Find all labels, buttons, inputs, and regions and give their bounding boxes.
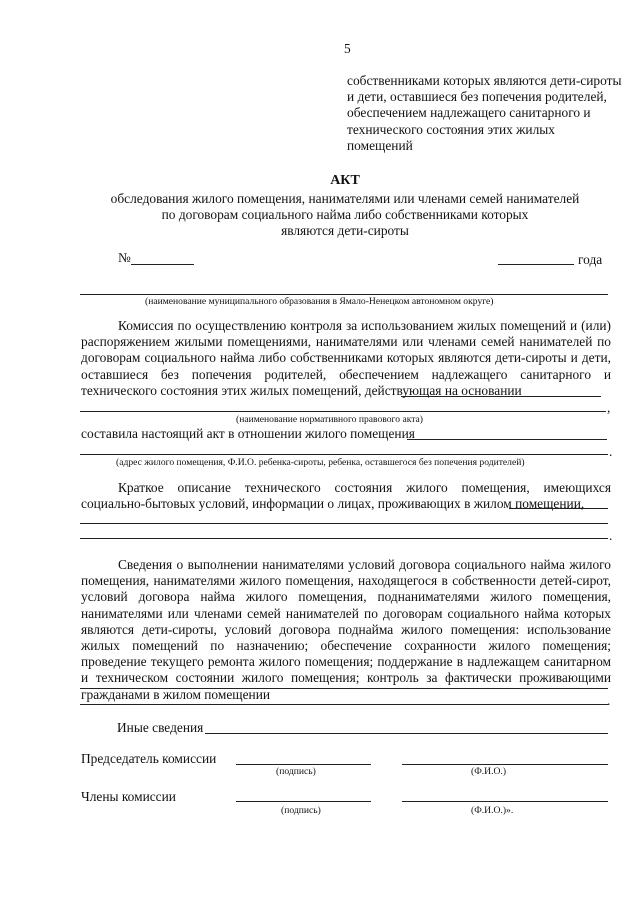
header-line: помещений <box>347 137 413 153</box>
document-title: АКТ <box>330 173 360 188</box>
info-period: . <box>607 693 611 708</box>
subtitle-line: являются дети-сироты <box>281 223 409 239</box>
info-text: Сведения о выполнении нанимателями условий договора социального найма жилого помещения, нанимателями жилого помещения, находящегося в собственности детей-сирот, условий договора найма жилого помещения, поднанимателями жилого помещения, нанимателями или членами семей нанимателей по договорам социального найма которых являются дети-сироты, условий договора поднайма жилого помещения: использование жилых помещений по назначению; обеспечение сохранности жилого помещения; проведение текущего ремонта жилого помещения; поддержание в надлежащем санитарном и техническом состоянии жилого помещения; контроль за фактически проживающими гражданами в жилом помещении <box>81 557 611 702</box>
header-line: и дети, оставшиеся без попечения родителей, <box>347 89 607 105</box>
other-info-label: Иные сведения <box>117 720 204 735</box>
basis-comma: , <box>607 400 611 415</box>
header-block <box>347 73 621 154</box>
premises-field[interactable] <box>80 454 608 455</box>
chairman-signature-field[interactable] <box>236 764 371 765</box>
chairman-signature-hint: (подпись) <box>276 766 316 777</box>
chairman-name-field[interactable] <box>402 764 608 765</box>
normative-act-hint: (наименование нормативного правового акта) <box>236 414 424 425</box>
description-field-1[interactable] <box>80 523 608 524</box>
document-subtitle <box>0 191 640 240</box>
header-line: технического состояния этих жилых <box>347 121 555 137</box>
member-signature-hint: (подпись) <box>281 805 321 816</box>
header-line: собственниками которых являются дети-сироты <box>347 73 622 88</box>
info-field-2[interactable] <box>80 704 608 705</box>
member-name-hint: (Ф.И.О.)». <box>471 805 514 816</box>
compiled-text: составила настоящий акт в отношении жилого помещения <box>81 426 415 441</box>
number-label: № <box>118 250 131 265</box>
subtitle-line: по договорам социального найма либо собственниками которых <box>161 207 529 223</box>
municipality-field[interactable] <box>80 294 608 295</box>
description-field-inline[interactable] <box>509 508 608 509</box>
chairman-name-hint: (Ф.И.О.) <box>471 766 507 777</box>
basis-field-inline[interactable] <box>401 396 601 397</box>
basis-field[interactable] <box>80 411 606 412</box>
address-hint: (адрес жилого помещения, Ф.И.О. ребенка-сироты, ребенка, оставшегося без попечения родителей) <box>116 457 525 468</box>
info-paragraph <box>81 557 611 703</box>
info-field-1[interactable] <box>80 688 608 689</box>
number-field[interactable] <box>131 264 194 265</box>
page-number: 5 <box>344 41 351 56</box>
header-line: обеспечением надлежащего санитарного и <box>347 105 591 121</box>
commission-text: Комиссия по осуществлению контроля за использованием жилых помещений и (или) распоряжением жилыми помещениями, нанимателями или членами семей нанимателей по договорам социального найма либо собственниками которых являются дети-сироты и дети, оставшиеся без попечения родителей, обеспечением надлежащего санитарного и технического состояния этих жилых помещений, действующая на основании <box>81 318 611 398</box>
year-label: года <box>578 252 603 267</box>
municipality-hint: (наименование муниципального образования в Ямало-Ненецком автономном округе) <box>145 296 494 307</box>
member-name-field[interactable] <box>402 801 608 802</box>
description-period: . <box>609 528 613 543</box>
premises-period: . <box>609 444 613 459</box>
member-signature-field[interactable] <box>236 801 371 802</box>
date-field[interactable] <box>498 264 574 265</box>
description-text: Краткое описание технического состояния жилого помещения, имеющихся социально-бытовых условий, информации о лицах, проживающих в жилом помещении, <box>81 480 611 512</box>
other-info-field[interactable] <box>205 733 608 734</box>
description-field-2[interactable] <box>80 538 608 539</box>
subtitle-line: обследования жилого помещения, нанимателями или членами семей нанимателей <box>110 191 580 206</box>
chairman-label: Председатель комиссии <box>81 751 217 766</box>
members-label: Члены комиссии <box>81 789 176 804</box>
premises-field-inline[interactable] <box>407 439 607 440</box>
commission-paragraph <box>81 318 611 399</box>
